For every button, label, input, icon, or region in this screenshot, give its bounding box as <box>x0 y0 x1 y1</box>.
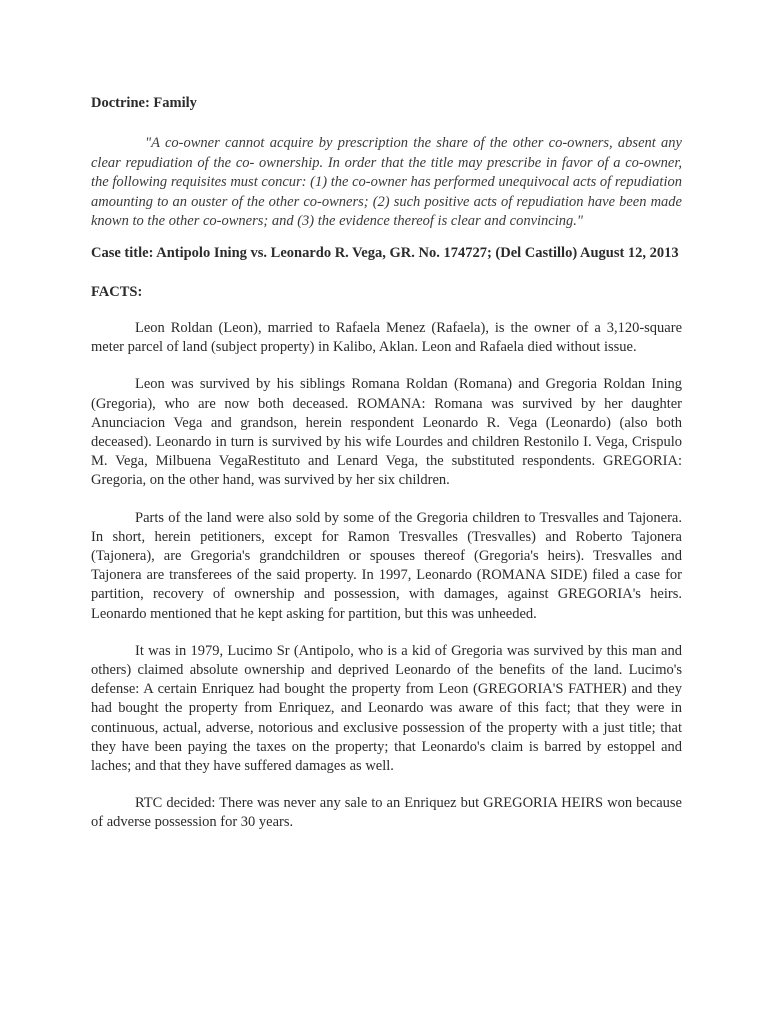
doctrine-quote: "A co-owner cannot acquire by prescription the share of the other co-owners, absent any clear repudiation of the co- ownership. In order that the title may prescribe in favor of a co-owner, the following requisites must concur: (1) the co-owner has performed unequivocal acts of repudiation amounting to an ouster of the other co-owners; (2) such positive acts of repudiation have been made known to the other co-owners; and (3) the evidence thereof is clear and convincing." <box>91 135 682 230</box>
facts-paragraph: RTC decided: There was never any sale to an Enriquez but GREGORIA HEIRS won because of adverse possession for 30 years. <box>91 795 682 831</box>
doctrine-heading: Doctrine: Family <box>91 95 197 111</box>
facts-heading: FACTS: <box>91 283 143 300</box>
facts-paragraph: Leon Roldan (Leon), married to Rafaela Menez (Rafaela), is the owner of a 3,120-square meter parcel of land (subject property) in Kalibo, Aklan. Leon and Rafaela died without issue. <box>91 319 682 356</box>
facts-paragraph: Parts of the land were also sold by some of the Gregoria children to Tresvalles and Tajonera. In short, herein petitioners, except for Ramon Tresvalles (Tresvalles) and Roberto Tajonera (Tajonera), are Gregoria's grandchildren or spouses thereof (Gregoria's heirs). Tresvalles and Tajonera are transferees of the said property. In 1997, Leonardo (ROMANA SIDE) filed a case for partition, recovery of ownership and possession, with damages, against GREGORIA's heirs. Leonardo mentioned that he kept asking for partition, but this was unheeded. <box>91 509 682 622</box>
case-title: Case title: Antipolo Ining vs. Leonardo R. Vega, GR. No. 174727; (Del Castillo) August 12, 2013 <box>91 244 679 261</box>
facts-paragraph: Leon was survived by his siblings Romana Roldan (Romana) and Gregoria Roldan Ining (Gregoria), who are now both deceased. ROMANA: Romana was survived by her daughter Anunciacion Vega and grandson, herein respondent Leonardo R. Vega (Leonardo) (also both deceased). Leonardo in turn is survived by his wife Lourdes and children Restonilo I. Vega, Crispulo M. Vega, Milbuena VegaRestituto and Lenard Vega, the substituted respondents. GREGORIA: Gregoria, on the other hand, was survived by her six children. <box>91 376 682 489</box>
facts-paragraph: It was in 1979, Lucimo Sr (Antipolo, who is a kid of Gregoria was survived by this man and others) claimed absolute ownership and deprived Leonardo of the benefits of the land. Lucimo's defense: A certain Enriquez had bought the property from Leon (GREGORIA'S FATHER) and they had bought the property from Enriquez, and Leonardo was aware of this fact; that they were in continuous, actual, adverse, notorious and exclusive possession of the property with a just title; that they have been paying the taxes on the property; that Leonardo's claim is barred by estoppel and laches; and that they have suffered damages as well. <box>91 642 682 775</box>
